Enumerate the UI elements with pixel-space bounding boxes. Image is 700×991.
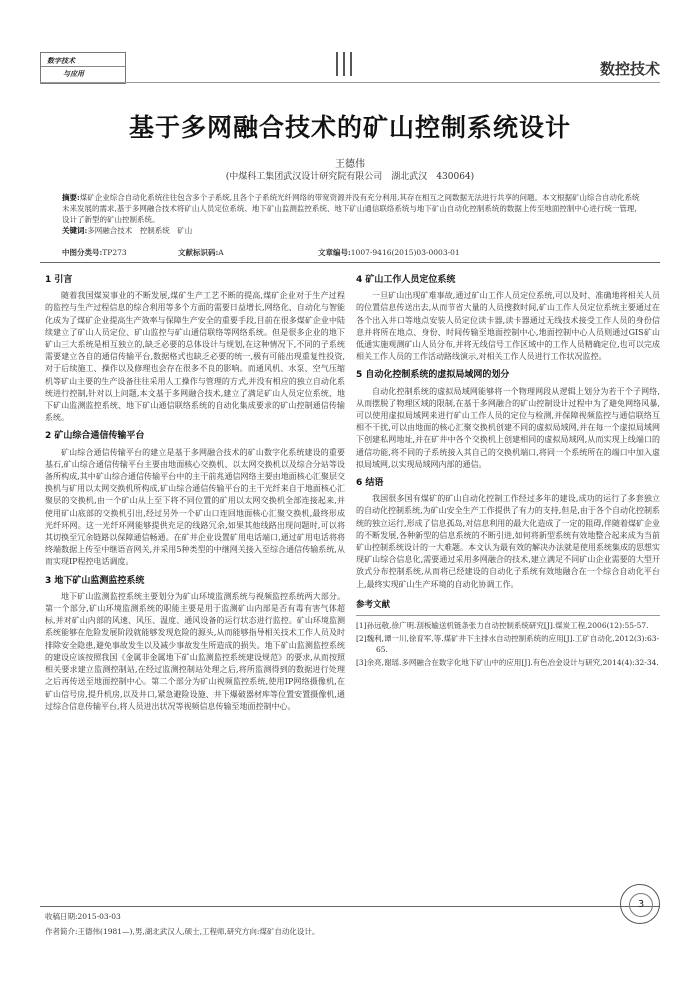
references-heading: 参考文献 bbox=[356, 599, 391, 610]
section-heading: 3 地下矿山监测监控系统 bbox=[45, 575, 145, 586]
page-number: 3 bbox=[629, 893, 653, 917]
section-heading: 2 矿山综合通信传输平台 bbox=[45, 431, 145, 442]
section-heading: 5 自动化控制系统的虚拟局域网的划分 bbox=[356, 370, 510, 381]
reference-item: [2]魏利,谭一川,徐育军,等.煤矿井下主排水自动控制系统的应用[J].工矿自动化,2012(3):63-65. bbox=[356, 634, 660, 655]
reference-item: [3]余亮,谢瑶.多网融合在数字化地下矿山中的应用[J].有色冶金设计与研究,2014(4):32-34. bbox=[356, 658, 659, 668]
abstract bbox=[62, 192, 640, 236]
article-title: 基于多网融合技术的矿山控制系统设计 bbox=[128, 113, 571, 142]
paragraph: 矿山综合通信传输平台的建立是基于多网融合技术的矿山数字化系统建设的重要基石,矿山综合通信传输平台主要由地面核心交换机、以太网交换机以及综合分站等设备所构成,其中矿山综合通信传输平台中的主干前兆通信网络主要由地面核心汇聚层交换机与矿用以太网交换机所构成,矿山综合通信传输平台的主干光纤来自于地面核心汇聚层的交换机,由一个矿山从上至下将不同位置的矿用以太网交换机全部连接起来,并使用矿山底部的交换机引出,经过另外一个矿山口连回地面核心汇聚交换机,最终形成光纤环网。这一光纤环网能够提供充足的线路冗余,如果其他线路出现问题时,可以将其切换至冗余链路以保障通信畅通。在矿井企业设置矿用电话端口,通过矿用电话将将终端数据上传至中继语音网关,并采用5种类型的中继网关接入至综合通信传输系统,从而实现IP程控电话调度。 bbox=[45, 447, 345, 567]
logo-line1: 数字技术 bbox=[47, 56, 75, 65]
paragraph: 我国很多国有煤矿的矿山自动化控制工作经过多年的建设,成功的运行了多套独立的自动化控制系统,为矿山安全生产工作提供了有力的支持,但是,由于各个自动化控制系统的独立运行,形成了信息孤岛,对信息利用的最大化造成了一定的阻碍,伴随着煤矿企业的不断发展,各种新型的信息系统的不断引进,如何将新型系统有效地整合起来成为当前矿山控制系统设计的一大难题。本文认为最有效的解决办法就是使用系统集成的思想实现矿山综合信息化,需要通过采用多网融合的技术,建立满足不同矿山企业需要的大型开放式分布控制系统,从而将已经建设的自动化子系统有效地融合在一个综合自动化平台上,最终实现矿山生产环境的自动化协调工作。 bbox=[356, 494, 660, 589]
reference-item: [1]孙远敬,徐广明.刮板输送机链条张力自动控制系统研究[J].煤炭工程,2006(12):55-57. bbox=[356, 621, 649, 631]
section-heading: 6 结语 bbox=[356, 478, 384, 489]
author-bio: 作者简介:王德伟(1981—),男,湖北武汉人,硕士,工程师,研究方向:煤矿自动化设计。 bbox=[45, 927, 320, 936]
received-date: 收稿日期:2015-03-03 bbox=[45, 912, 121, 921]
doc-code: 文献标识码:A bbox=[178, 248, 224, 257]
paragraph: 随着我国煤炭事业的不断发展,煤矿生产工艺不断的提高,煤矿企业对于生产过程的监控与生产过程信息的综合利用等多个方面的需要日益增长,网络化、自动化与智能化成为了煤矿企业提高生产效率与保障生产安全的重要手段,目前在很多煤矿企业中陆续建立了矿山人员定位、矿山监控与矿山通信联络等网络系统。但是很多企业的地下矿山三大系统是相互独立的,缺乏必要的总体设计与规划,在这种情况下,不同的子系统需要建立各自的通信传输平台,数据格式也缺乏必要的统一,极有可能出现重复性投资,对于后续施工、操作以及修理也会存在很多不良的影响。而通风机、水泵、空气压缩机等矿山主要的生产设备往往采用人工操作与管理的方式,并没有相应的独立自动化系统进行控制,针对以上问题,本文基于多网融合技术,建立了满足矿山人员定位系统、地下矿山监测监控系统、地下矿山通信联络系统的自动化集成要求的矿山控制通信传输系统。 bbox=[45, 291, 345, 423]
left-column bbox=[45, 268, 345, 713]
section-heading: 1 引言 bbox=[45, 275, 73, 285]
paragraph: 地下矿山监测监控系统主要划分为矿山环境监测系统与视频监控系统两大部分。第一个部分,矿山环境监测系统的职能主要是用于监测矿山内部是否有毒有害气体超标,并对矿山内部的风速、风压、温度、通风设备的运行状态进行监控。矿山环境监测系统能够在危险发展阶段就能够发现危险的源头,从而能够指导相关技术工作人员及时排除安全隐患,避免事故发生以及减少事故发生所造成的损失。地下矿山监测监控系统的建设应该按照我国《金属非金属地下矿山监测监控系统建设规范》的要求,从而按照相关要求建立监测控制站,在经过监测控制站处理之后,将所监测得到的数据进行处理之后再传送至地面控制中心。第二个部分为矿山视频监控系统,使用IP网络摄像机,在矿山信号房,提升机房,以及井口,紧急避险设施、井下爆破器材库等位置安置摄像机,通过综合信息传输平台,将人员进出状况等视频信息传输至地面控制中心。 bbox=[45, 591, 345, 711]
paragraph: 一旦矿山出现矿难事故,通过矿山工作人员定位系统,可以及时、准确地将相关人员的位置信息传送出去,从而节省大量的人员搜救时间,矿山工作人员定位系统主要通过在各个出入井口等地点安装人员定位读卡器,读卡器通过无线技术接受工作人员的身份信息并将所在地点、身份、时间传输至地面控制中心,地面控制中心人员则通过GIS矿山低通实施观测矿山人员分布,并将无线信号工作区域中的工作人员精确定位,也可以完成相关工作人员的工作活动路线演示,对相关工作人员进行工作状况监控。 bbox=[356, 291, 660, 362]
clc-number: 中图分类号:TP273 bbox=[62, 248, 127, 257]
keywords: 多网融合技术 控制系统 矿山 bbox=[87, 226, 193, 235]
page-header bbox=[40, 52, 660, 90]
article-number: 文章编号:1007-9416(2015)03-0003-01 bbox=[318, 248, 460, 257]
logo-line2: 与应用 bbox=[63, 69, 84, 78]
page-number-badge bbox=[620, 884, 660, 924]
journal-logo bbox=[40, 52, 126, 84]
keywords-label: 关键词: bbox=[62, 226, 88, 235]
section-heading: 4 矿山工作人员定位系统 bbox=[356, 275, 456, 285]
affiliation: (中煤科工集团武汉设计研究院有限公司 湖北武汉 430064) bbox=[225, 172, 475, 182]
abstract-label: 摘要: bbox=[62, 193, 80, 202]
right-column bbox=[356, 268, 660, 670]
paragraph: 自动化控制系统的虚拟局域网能够将一个物理网段从逻辑上划分为若干个子网络,从而摆脱了物理区域的限制,在基于多网融合的矿山控制设计过程中为了避免网络风暴,可以使用虚拟局域网来进行矿山工作人员的定位与检测,并保障视频监控与通信联络互相不干扰,可以由地面的核心汇聚交换机创建不同的虚拟局域网,并在每一个虚拟局域网下创建私网地址,并在矿井中各个交换机上创建相同的虚拟局域网,从而实现上线端口的通信功能,将不同的子系统接入其自己的交换机端口,将同一个系统所在的端口中加入虚拟局域网,以实现局域网内部的通信。 bbox=[356, 386, 660, 469]
section-label: 数控技术 bbox=[599, 60, 660, 78]
author: 王德伟 bbox=[335, 159, 365, 170]
header-bars bbox=[336, 52, 357, 76]
abstract-text: 煤矿企业综合自动化系统往往包含多个子系统,且各个子系统光纤网络的带宽资源并没有充分利用,其存在相互之间数据无法进行共享的问题。本文根据矿山综合自动化系统未来发展的需求,基于多网融合技术将矿山人员定位系统、地下矿山监测监控系统、地下矿山通信联络系统与地下矿山自动化控制系统的数据上传至地面控制中心进行统一管理,设计了新型的矿山控制系统。 bbox=[62, 193, 640, 224]
